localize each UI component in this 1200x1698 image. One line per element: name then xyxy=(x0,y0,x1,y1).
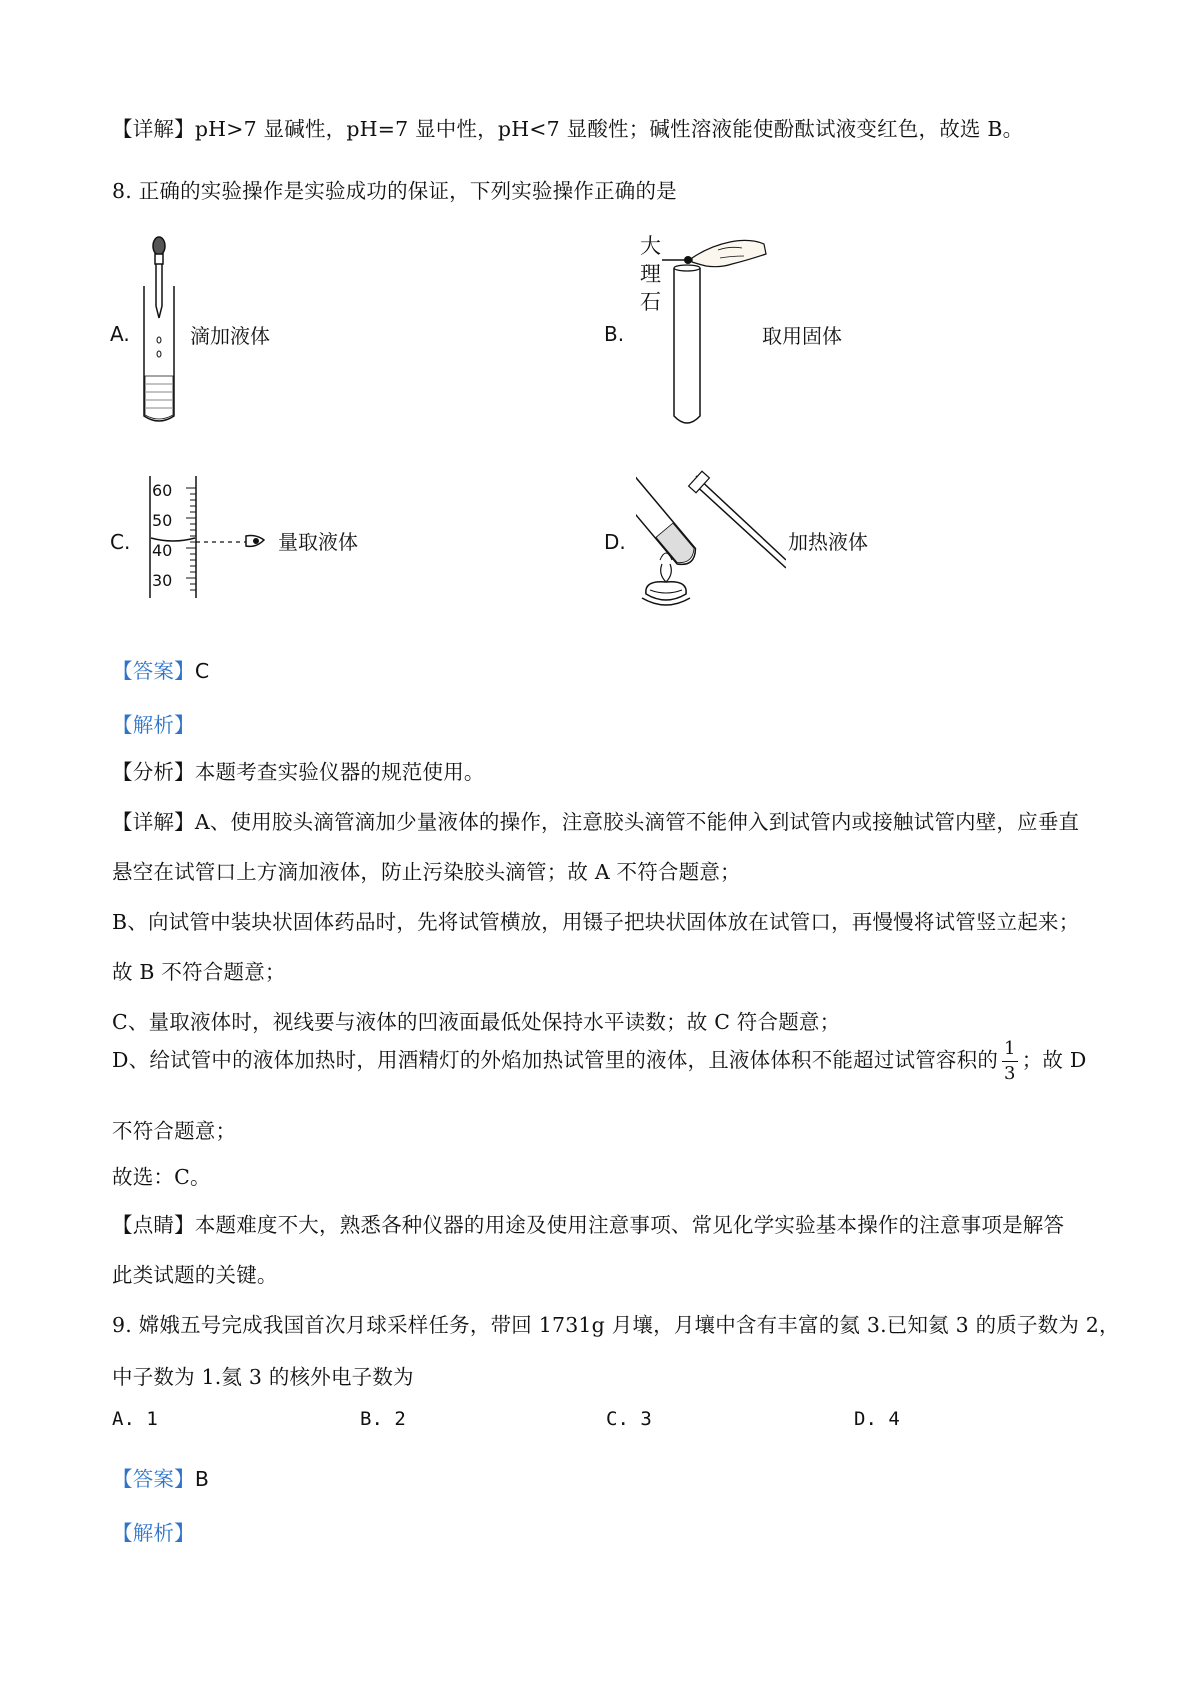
marble-label: 大 理 石 xyxy=(640,234,661,314)
option-b-letter: B. xyxy=(604,322,625,346)
q9-answer: B xyxy=(194,1467,210,1491)
scale-tick-50: 50 xyxy=(152,511,173,530)
option-a-letter: A. xyxy=(110,322,130,346)
q9-analysis-heading xyxy=(112,1516,195,1546)
q8-detail-c: C、量取液体时，视线要与液体的凹液面最低处保持水平读数；故 C 符合题意； xyxy=(112,1010,841,1034)
scale-tick-60: 60 xyxy=(152,481,173,500)
q8-answer: C xyxy=(194,659,210,683)
q8-stem-line xyxy=(112,174,677,204)
q9-number: 9. xyxy=(112,1313,132,1337)
q9-stem-line2: 中子数为 1.氦 3 的核外电子数为 xyxy=(112,1365,414,1389)
option-b-caption: 取用固体 xyxy=(762,324,842,348)
q8-detail-b1: B、向试管中装块状固体药品时，先将试管横放，用镊子把块状固体放在试管口，再慢慢将试管竖立起来； xyxy=(112,910,1080,934)
q9-option-c: C. 3 xyxy=(606,1408,652,1430)
q8-analysis-heading xyxy=(112,708,195,738)
option-a-caption: 滴加液体 xyxy=(190,324,270,348)
answer-label: 【答案】 xyxy=(112,1467,195,1491)
analysis-label: 【解析】 xyxy=(112,1521,195,1545)
q8-detail-a2: 悬空在试管口上方滴加液体，防止污染胶头滴管；故 A 不符合题意； xyxy=(112,860,741,884)
analysis-label: 【解析】 xyxy=(112,713,195,737)
q8-number: 8. xyxy=(112,179,132,203)
fenxi-text: 本题考查实验仪器的规范使用。 xyxy=(194,760,485,784)
option-c-caption: 量取液体 xyxy=(278,530,358,554)
q8-detail-a1: 【详解】A、使用胶头滴管滴加少量液体的操作，注意胶头滴管不能伸入到试管内或接触试管内壁，应垂直 xyxy=(112,810,1080,834)
q9-stem-line1: 9. 嫦娥五号完成我国首次月球采样任务，带回 1731g 月壤，月壤中含有丰富的氦 3.已知氦 3 的质子数为 2， xyxy=(112,1313,1120,1337)
q8-detail-d1: D、给试管中的液体加热时，用酒精灯的外焰加热试管里的液体，且液体体积不能超过试管容积的 $\frac{1}{3}$ ；故 D xyxy=(112,1038,1087,1084)
option-c-letter: C. xyxy=(110,530,131,554)
tweezers-test-tube-figure xyxy=(660,236,770,428)
q8-fenxi-line xyxy=(112,755,485,785)
q9-option-b: B. 2 xyxy=(360,1408,406,1430)
q9-option-d: D. 4 xyxy=(854,1408,900,1430)
dropper-test-tube-figure xyxy=(138,236,178,426)
q9-option-a: A. 1 xyxy=(112,1408,158,1430)
answer-label: 【答案】 xyxy=(112,659,195,683)
fenxi-label: 【分析】 xyxy=(112,760,195,784)
q8-answer-line xyxy=(112,654,209,684)
q8-stem: 正确的实验操作是实验成功的保证，下列实验操作正确的是 xyxy=(138,179,677,203)
q8-dianjing-line2: 此类试题的关键。 xyxy=(112,1263,278,1287)
intro-text: pH>7 显碱性，pH=7 显中性，pH<7 显酸性；碱性溶液能使酚酞试液变红色，故选 B。 xyxy=(194,117,1024,141)
q8-dianjing-line1: 【点睛】本题难度不大，熟悉各种仪器的用途及使用注意事项、常见化学实验基本操作的注意事项是解答 xyxy=(112,1213,1065,1237)
detail-label: 【详解】 xyxy=(112,810,195,834)
cylinder-scale xyxy=(152,476,172,596)
scale-tick-40: 40 xyxy=(152,541,173,560)
scale-tick-30: 30 xyxy=(152,571,173,590)
q8-detail-d2: 不符合题意； xyxy=(112,1119,237,1143)
q9-answer-line xyxy=(112,1462,209,1492)
intro-line xyxy=(112,112,1023,142)
q8-conclusion: 故选：C。 xyxy=(112,1165,211,1189)
q8-detail-b2: 故 B 不符合题意； xyxy=(112,960,286,984)
option-d-letter: D. xyxy=(604,530,626,554)
option-d-caption: 加热液体 xyxy=(788,530,868,554)
detail-label: 【详解】 xyxy=(112,117,195,141)
fraction-one-third: $\frac{1}{3}$ xyxy=(1004,1038,1016,1084)
alcohol-lamp-heating-figure xyxy=(636,464,786,614)
dianjing-label: 【点睛】 xyxy=(112,1213,195,1237)
